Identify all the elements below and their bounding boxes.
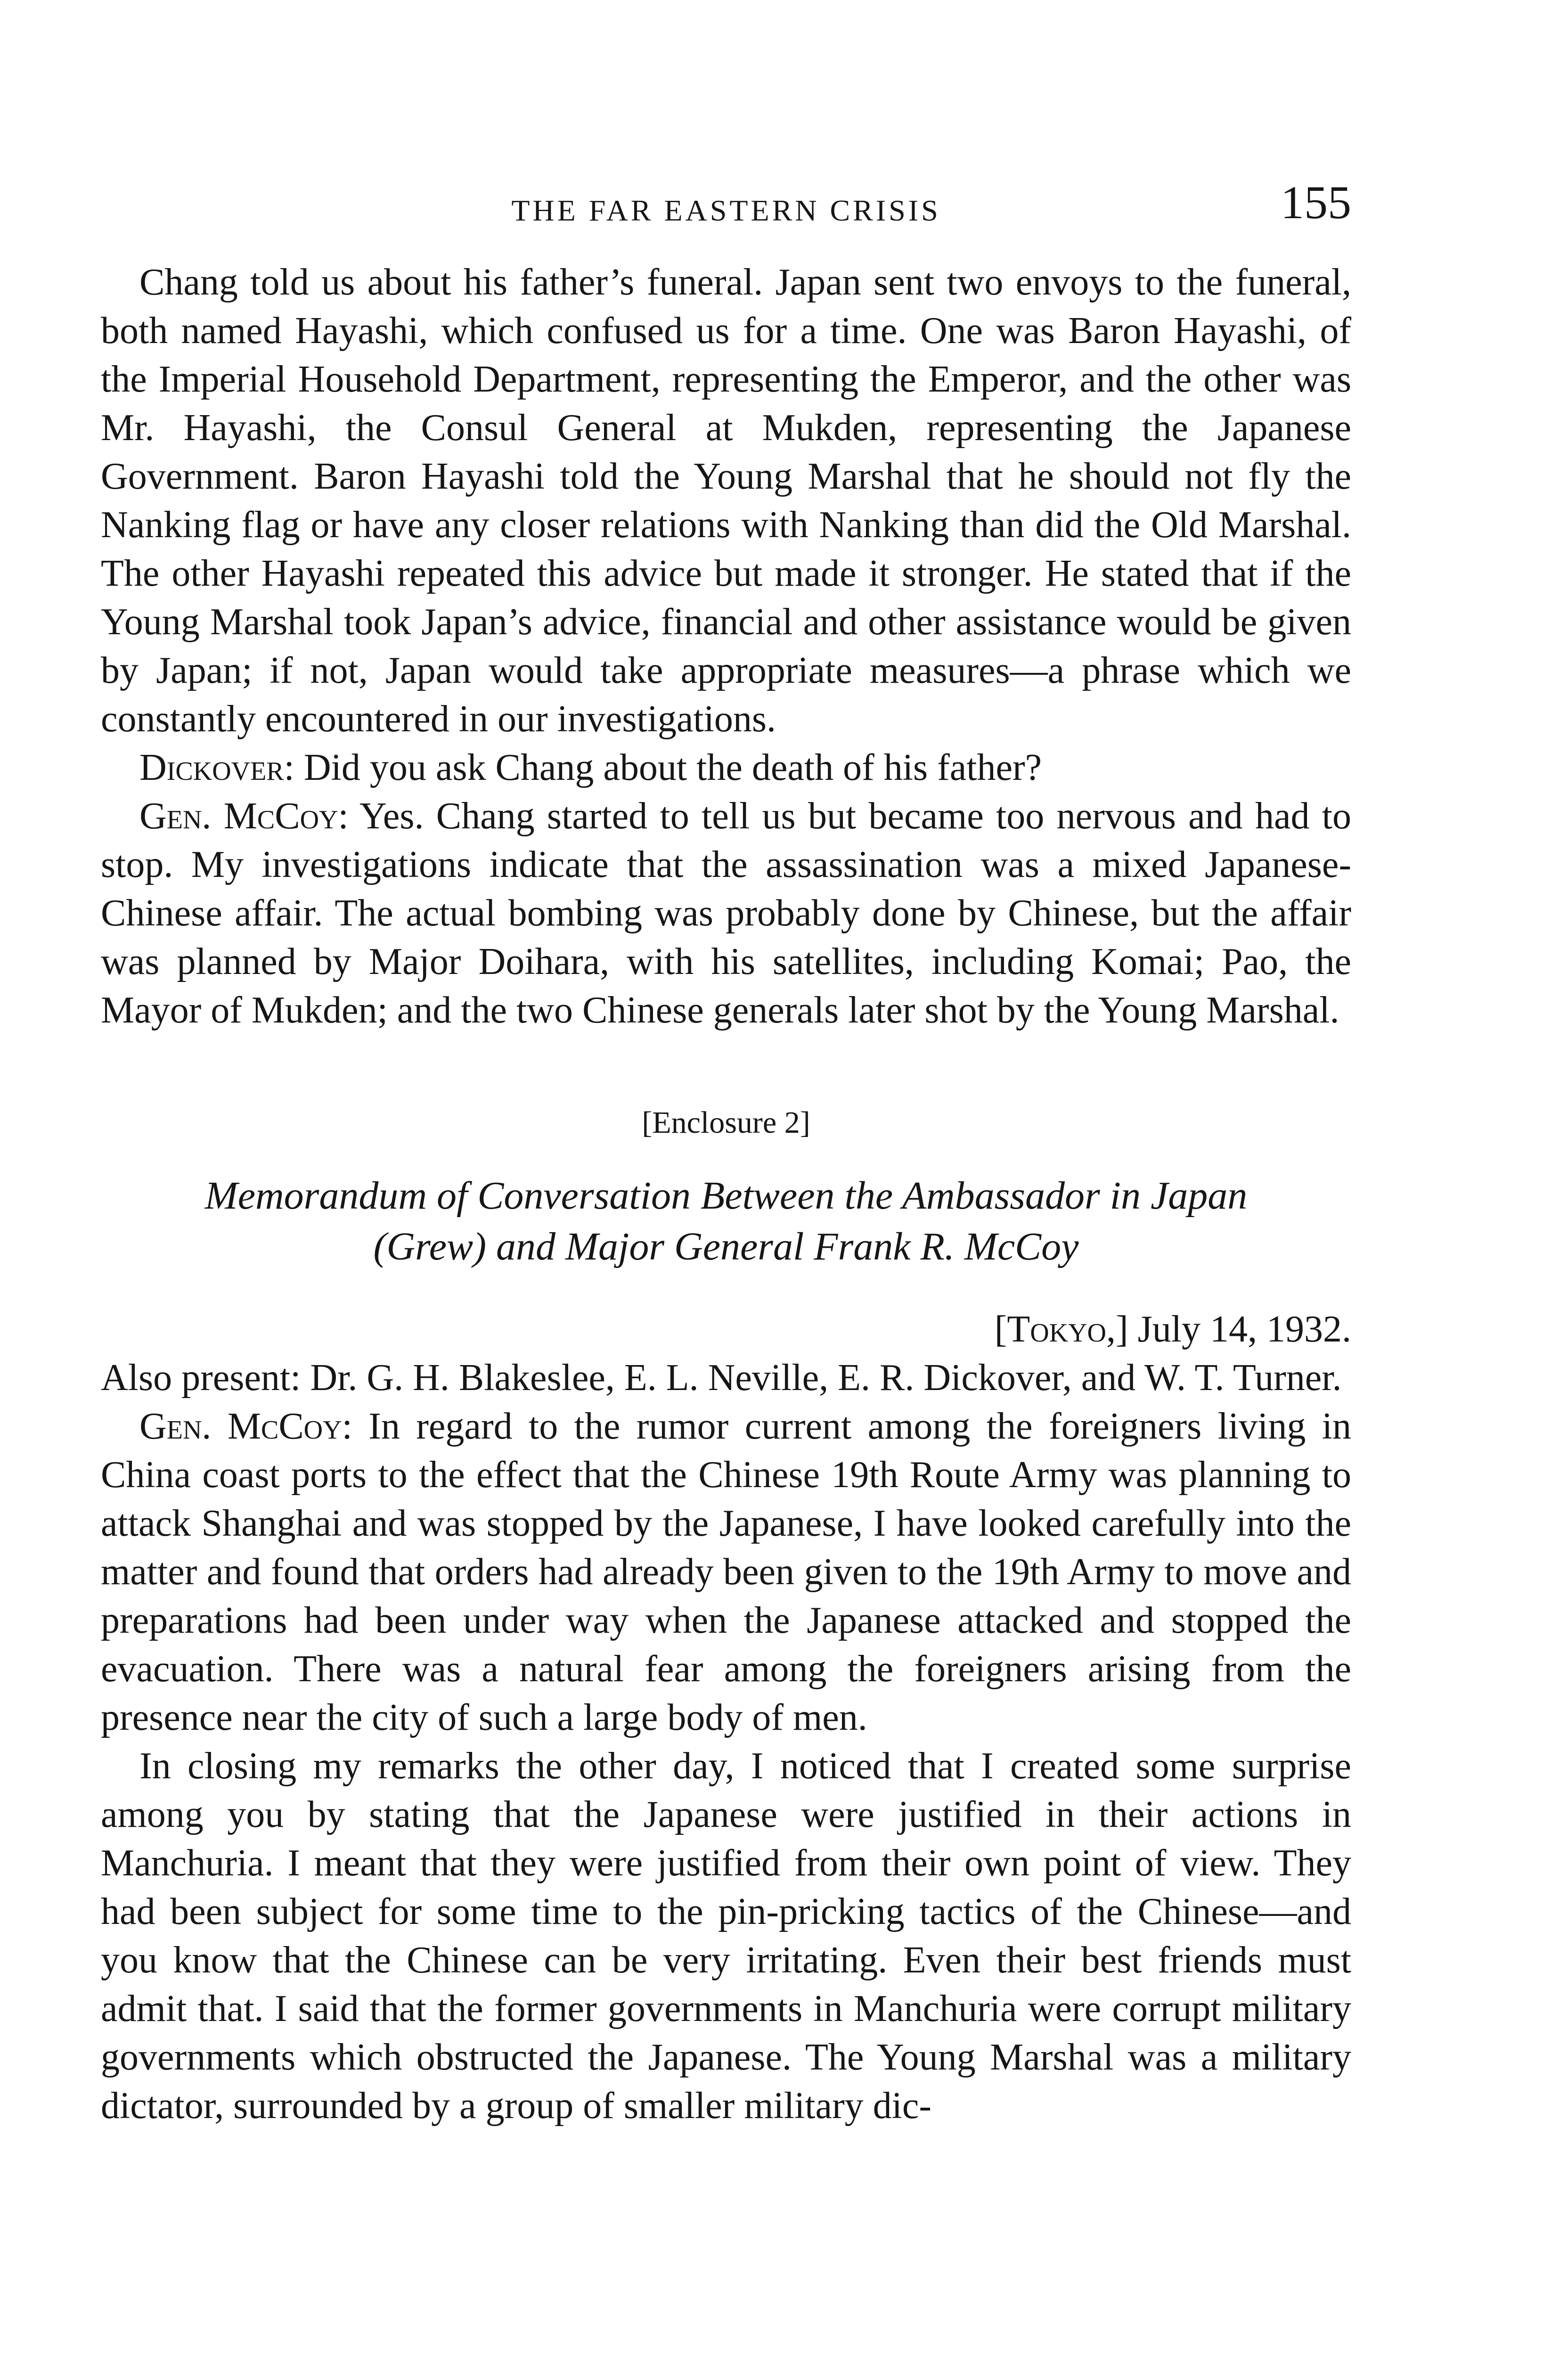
- paragraph-closing-remarks: In closing my remarks the other day, I noticed that I created some surprise among you by stating that the Japanese were justified in their actions in Manchuria. I meant that they were justified from their own point of view. They had been subject for some time to the pin-pricking tactics of the Chinese—and you know that the Chinese can be very irritating. Even their best friends must admit that. I said that the former governments in Manchuria were corrupt military governments which obstructed the Japanese. The Young Marshal was a military dictator, surrounded by a group of smaller military dic-: [101, 1745, 1351, 2127]
- dateline: [101, 1305, 1351, 1354]
- document-page: [101, 176, 1352, 2130]
- paragraph-father-funeral: Chang told us about his father’s funeral. Japan sent two envoys to the funeral, both named Hayashi, which confused us for a time. One was Baron Hayashi, of the Imperial Household Department, representing the Emperor, and the other was Mr. Hayashi, the Consul General at Mukden, representing the Japanese Government. Baron Hayashi told the Young Marshal that he should not fly the Nanking flag or have any closer relations with Nanking than did the Old Marshal. The other Hayashi repeated this advice but made it stronger. He stated that if the Young Marshal took Japan’s advice, financial and other assistance would be given by Japan; if not, Japan would take appropriate measures—a phrase which we constantly encountered in our investigations.: [101, 262, 1351, 740]
- paragraph-19th-route-army: [101, 1402, 1351, 1742]
- also-present-line: Also present: Dr. G. H. Blakeslee, E. L. Neville, E. R. Dickover, and W. T. Turner.: [101, 1357, 1342, 1399]
- page-number: 155: [1281, 176, 1351, 229]
- dialogue-text: In regard to the rumor current among the foreigners living in China coast ports to the effect that the Chinese 19th Route Army was planning to attack Shanghai and was stopped by the Japanese, I have looked carefully into the matter and found that orders had already been given to the 19th Army to move and preparations had been under way when the Japanese attacked and stopped the evacuation. There was a natural fear among the foreigners arising from the presence near the city of such a large body of men.: [101, 1406, 1351, 1738]
- dateline-place: Tokyo: [1007, 1309, 1106, 1350]
- memorandum-title-line-2: (Grew) and Major General Frank R. McCoy: [373, 1225, 1079, 1268]
- paragraph-mccoy-answer: [101, 792, 1351, 1035]
- memorandum-title: [101, 1170, 1351, 1272]
- running-header: [101, 176, 1351, 250]
- speaker-name: Dickover: [139, 747, 284, 788]
- enclosure-label: [Enclosure 2]: [642, 1105, 810, 1140]
- dateline-date: ,] July 14, 1932.: [1106, 1309, 1351, 1350]
- running-title: THE FAR EASTERN CRISIS: [511, 194, 941, 227]
- paragraph-dickover-question: [101, 744, 1351, 792]
- body-text: [101, 258, 1351, 2130]
- speaker-colon: :: [342, 1406, 352, 1447]
- speaker-colon: :: [284, 747, 294, 788]
- speaker-name: Gen. McCoy: [139, 1406, 342, 1447]
- speaker-name: Gen. McCoy: [139, 795, 338, 837]
- dateline-bracket: [: [994, 1309, 1007, 1350]
- dialogue-text: Yes. Chang started to tell us but became too nervous and had to stop. My investigations indicate that the assassination was a mixed Japanese-Chinese affair. The actual bombing was probably done by Chinese, but the affair was planned by Major Doihara, with his satellites, including Komai; Pao, the Mayor of Mukden; and the two Chinese generals later shot by the Young Marshal.: [101, 795, 1352, 1031]
- speaker-colon: :: [338, 795, 349, 837]
- memorandum-title-line-1: Memorandum of Conversation Between the Ambassador in Japan: [204, 1174, 1248, 1218]
- dialogue-text: Did you ask Chang about the death of his father?: [294, 747, 1042, 788]
